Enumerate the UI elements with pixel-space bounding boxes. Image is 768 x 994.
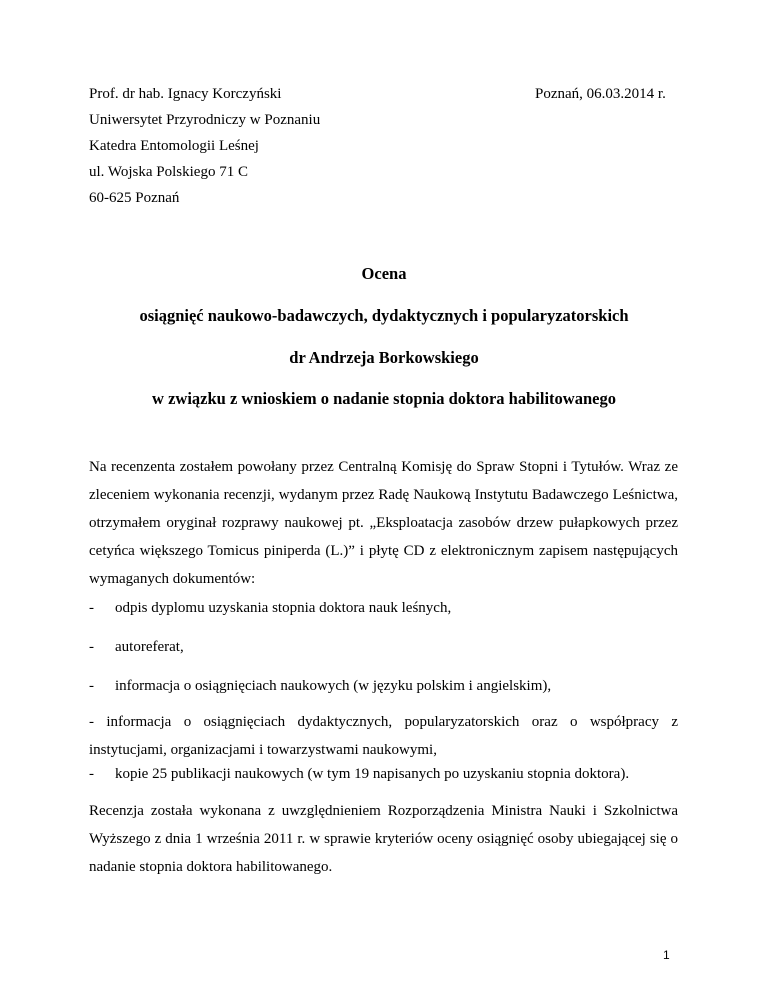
list-dash: -	[89, 766, 94, 782]
list-dash: -	[89, 678, 94, 694]
list-item-text: kopie 25 publikacji naukowych (w tym 19 napisanych po uzyskaniu stopnia doktora).	[115, 766, 630, 782]
candidate-name: dr Andrzeja Borkowskiego	[289, 348, 479, 367]
list-item-text: informacja o osiągnięciach naukowych (w języku polskim i angielskim),	[115, 678, 552, 694]
list-item-text: odpis dyplomu uzyskania stopnia doktora nauk leśnych,	[115, 600, 452, 616]
list-dash: -	[89, 600, 94, 616]
address-line: Katedra Entomologii Leśnej	[89, 138, 259, 154]
author-name: Prof. dr hab. Ignacy Korczyński	[89, 86, 282, 102]
place-date: Poznań, 06.03.2014 r.	[535, 86, 666, 102]
address-line: ul. Wojska Polskiego 71 C	[89, 164, 248, 180]
address-line: Uniwersytet Przyrodniczy w Poznaniu	[89, 112, 321, 128]
closing-paragraph: Recenzja została wykonana z uwzględnieniem Rozporządzenia Ministra Nauki i Szkolnictwa Wyższego z dnia 1 września 2011 r. w sprawie kryteriów oceny osiągnięć osoby ubiegającej się o nadanie stopnia doktora habilitowanego.	[89, 803, 678, 875]
address-line: 60-625 Poznań	[89, 190, 180, 206]
intro-paragraph: Na recenzenta zostałem powołany przez Centralną Komisję do Spraw Stopni i Tytułów. Wraz ze zleceniem wykonania recenzji, wydanym przez Radę Naukową Instytutu Badawczego Leśnictwa, otrzymałem oryginał rozprawy naukowej pt. „Eksploatacja zasobów drzew pułapkowych przez cetyńca większego Tomicus piniperda (L.)” i płytę CD z elektronicznym zapisem następujących wymaganych dokumentów:	[89, 459, 678, 587]
list-item-wrapped: - informacja o osiągnięciach dydaktycznych, popularyzatorskich oraz o współpracy z instytucjami, organizacjami i towarzystwami naukowymi,	[89, 714, 678, 758]
document-purpose: w związku z wnioskiem o nadanie stopnia doktora habilitowanego	[152, 389, 616, 408]
page-number: 1	[663, 948, 670, 962]
list-dash: -	[89, 639, 94, 655]
document-subtitle: osiągnięć naukowo-badawczych, dydaktycznych i popularyzatorskich	[139, 306, 629, 325]
document-title: Ocena	[361, 264, 407, 283]
list-item-text: autoreferat,	[115, 639, 184, 655]
